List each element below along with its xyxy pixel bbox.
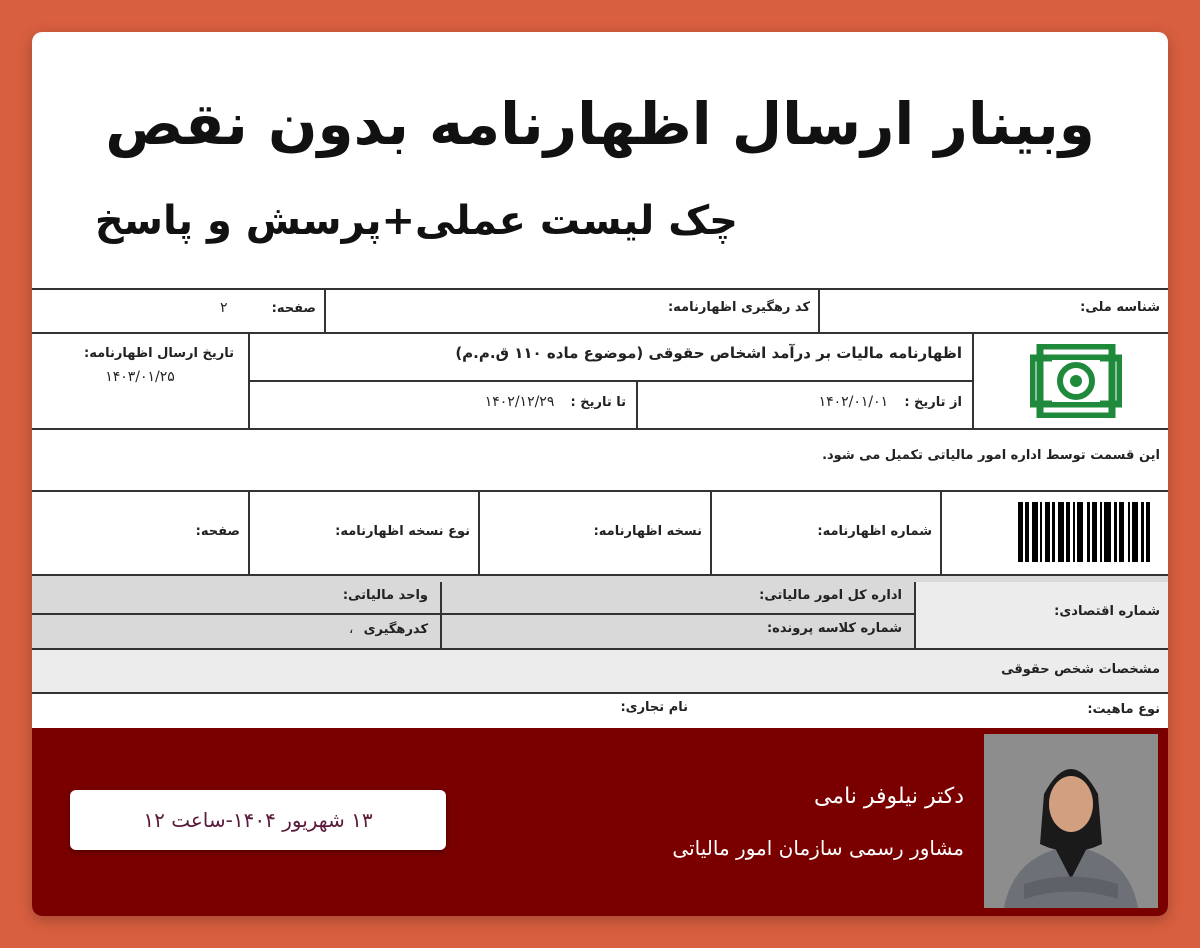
page-value: ۲ (219, 300, 228, 316)
tax-office-cell (440, 582, 914, 648)
office-note: این قسمت توسط اداره امور مالیاتی تکمیل می شود. (822, 448, 1160, 463)
from-date-box (636, 382, 972, 428)
speaker-portrait-icon (984, 734, 1158, 908)
general-office-label: اداره کل امور مالیاتی: (759, 588, 902, 603)
submit-date-value: ۱۴۰۳/۰۱/۲۵ (105, 369, 175, 385)
declaration-title-box (250, 334, 972, 382)
tracking-code-cell (324, 290, 818, 332)
file-class-label: شماره کلاسه پرونده: (766, 621, 902, 636)
to-date-box (248, 382, 636, 428)
form-row-5 (32, 582, 1168, 648)
webinar-subtitle: چک لیست عملی+پرسش و پاسخ (94, 198, 738, 244)
declaration-copy-label: نسخه اظهارنامه: (593, 524, 702, 539)
from-date-label: از تاریخ : (904, 395, 962, 410)
banner-card (32, 32, 1168, 916)
national-id-cell (818, 290, 1168, 332)
copy-type-cell (248, 492, 478, 574)
speaker-name: دکتر نیلوفر نامی (813, 784, 964, 809)
national-id-label: شناسه ملی: (1080, 300, 1160, 315)
speaker-photo (984, 734, 1158, 908)
copy-type-label: نوع نسخه اظهارنامه: (335, 524, 470, 539)
page-label: صفحه: (271, 301, 316, 316)
form-spacer (32, 574, 1168, 582)
form-row-1 (32, 288, 1168, 332)
form-row-4 (32, 490, 1168, 574)
page2-label: صفحه: (195, 524, 240, 539)
form-row-6 (32, 648, 1168, 692)
tracking-suffix: ، (348, 621, 354, 637)
form-row-2 (32, 332, 1168, 428)
declaration-number-label: شماره اظهارنامه: (817, 524, 932, 539)
webinar-title: وبینار ارسال اظهارنامه بدون نقص (105, 90, 1095, 158)
submit-date-cell (32, 334, 248, 428)
footer-band (32, 728, 1168, 916)
trade-name-label: نام تجاری: (620, 700, 688, 715)
tax-unit-label: واحد مالیاتی: (342, 588, 428, 603)
barcode-icon (1018, 502, 1150, 562)
declaration-info-cell (248, 334, 972, 428)
entity-type-label: نوع ماهیت: (1087, 702, 1160, 717)
speaker-role: مشاور رسمی سازمان امور مالیاتی (672, 836, 964, 860)
tracking-box (32, 615, 440, 648)
legal-person-label: مشخصات شخص حقوقی (1001, 662, 1160, 677)
submit-date-label: تاریخ ارسال اظهارنامه: (84, 346, 234, 361)
tax-unit-box (32, 582, 440, 615)
tracking-code-label: کد رهگیری اظهارنامه: (667, 300, 810, 315)
to-date-value: ۱۴۰۲/۱۲/۲۹ (484, 394, 555, 410)
declaration-copy-cell (478, 492, 710, 574)
economic-number-cell (914, 582, 1168, 648)
to-date-label: تا تاریخ : (570, 395, 626, 410)
economic-number-label: شماره اقتصادی: (1054, 604, 1160, 619)
general-office-box (442, 582, 914, 615)
tax-form-image (32, 288, 1168, 728)
declaration-title: اظهارنامه مالیات بر درآمد اشخاص حقوقی (موضوع ماده ۱۱۰ ق.م.م) (455, 344, 962, 362)
tracking-label: کدرهگیری (363, 622, 428, 637)
declaration-number-cell (710, 492, 940, 574)
tax-unit-cell (32, 582, 440, 648)
from-date-value: ۱۴۰۲/۰۱/۰۱ (818, 394, 889, 410)
form-row-3 (32, 428, 1168, 490)
page-cell (32, 290, 324, 332)
tax-organization-logo-icon (1030, 344, 1122, 418)
page2-cell (32, 492, 248, 574)
logo-cell (972, 334, 1168, 428)
file-class-box (442, 615, 914, 648)
barcode-cell (940, 492, 1168, 574)
form-row-7 (32, 692, 1168, 728)
date-time-box: ۱۳ شهریور ۱۴۰۴-ساعت ۱۲ (70, 790, 446, 850)
